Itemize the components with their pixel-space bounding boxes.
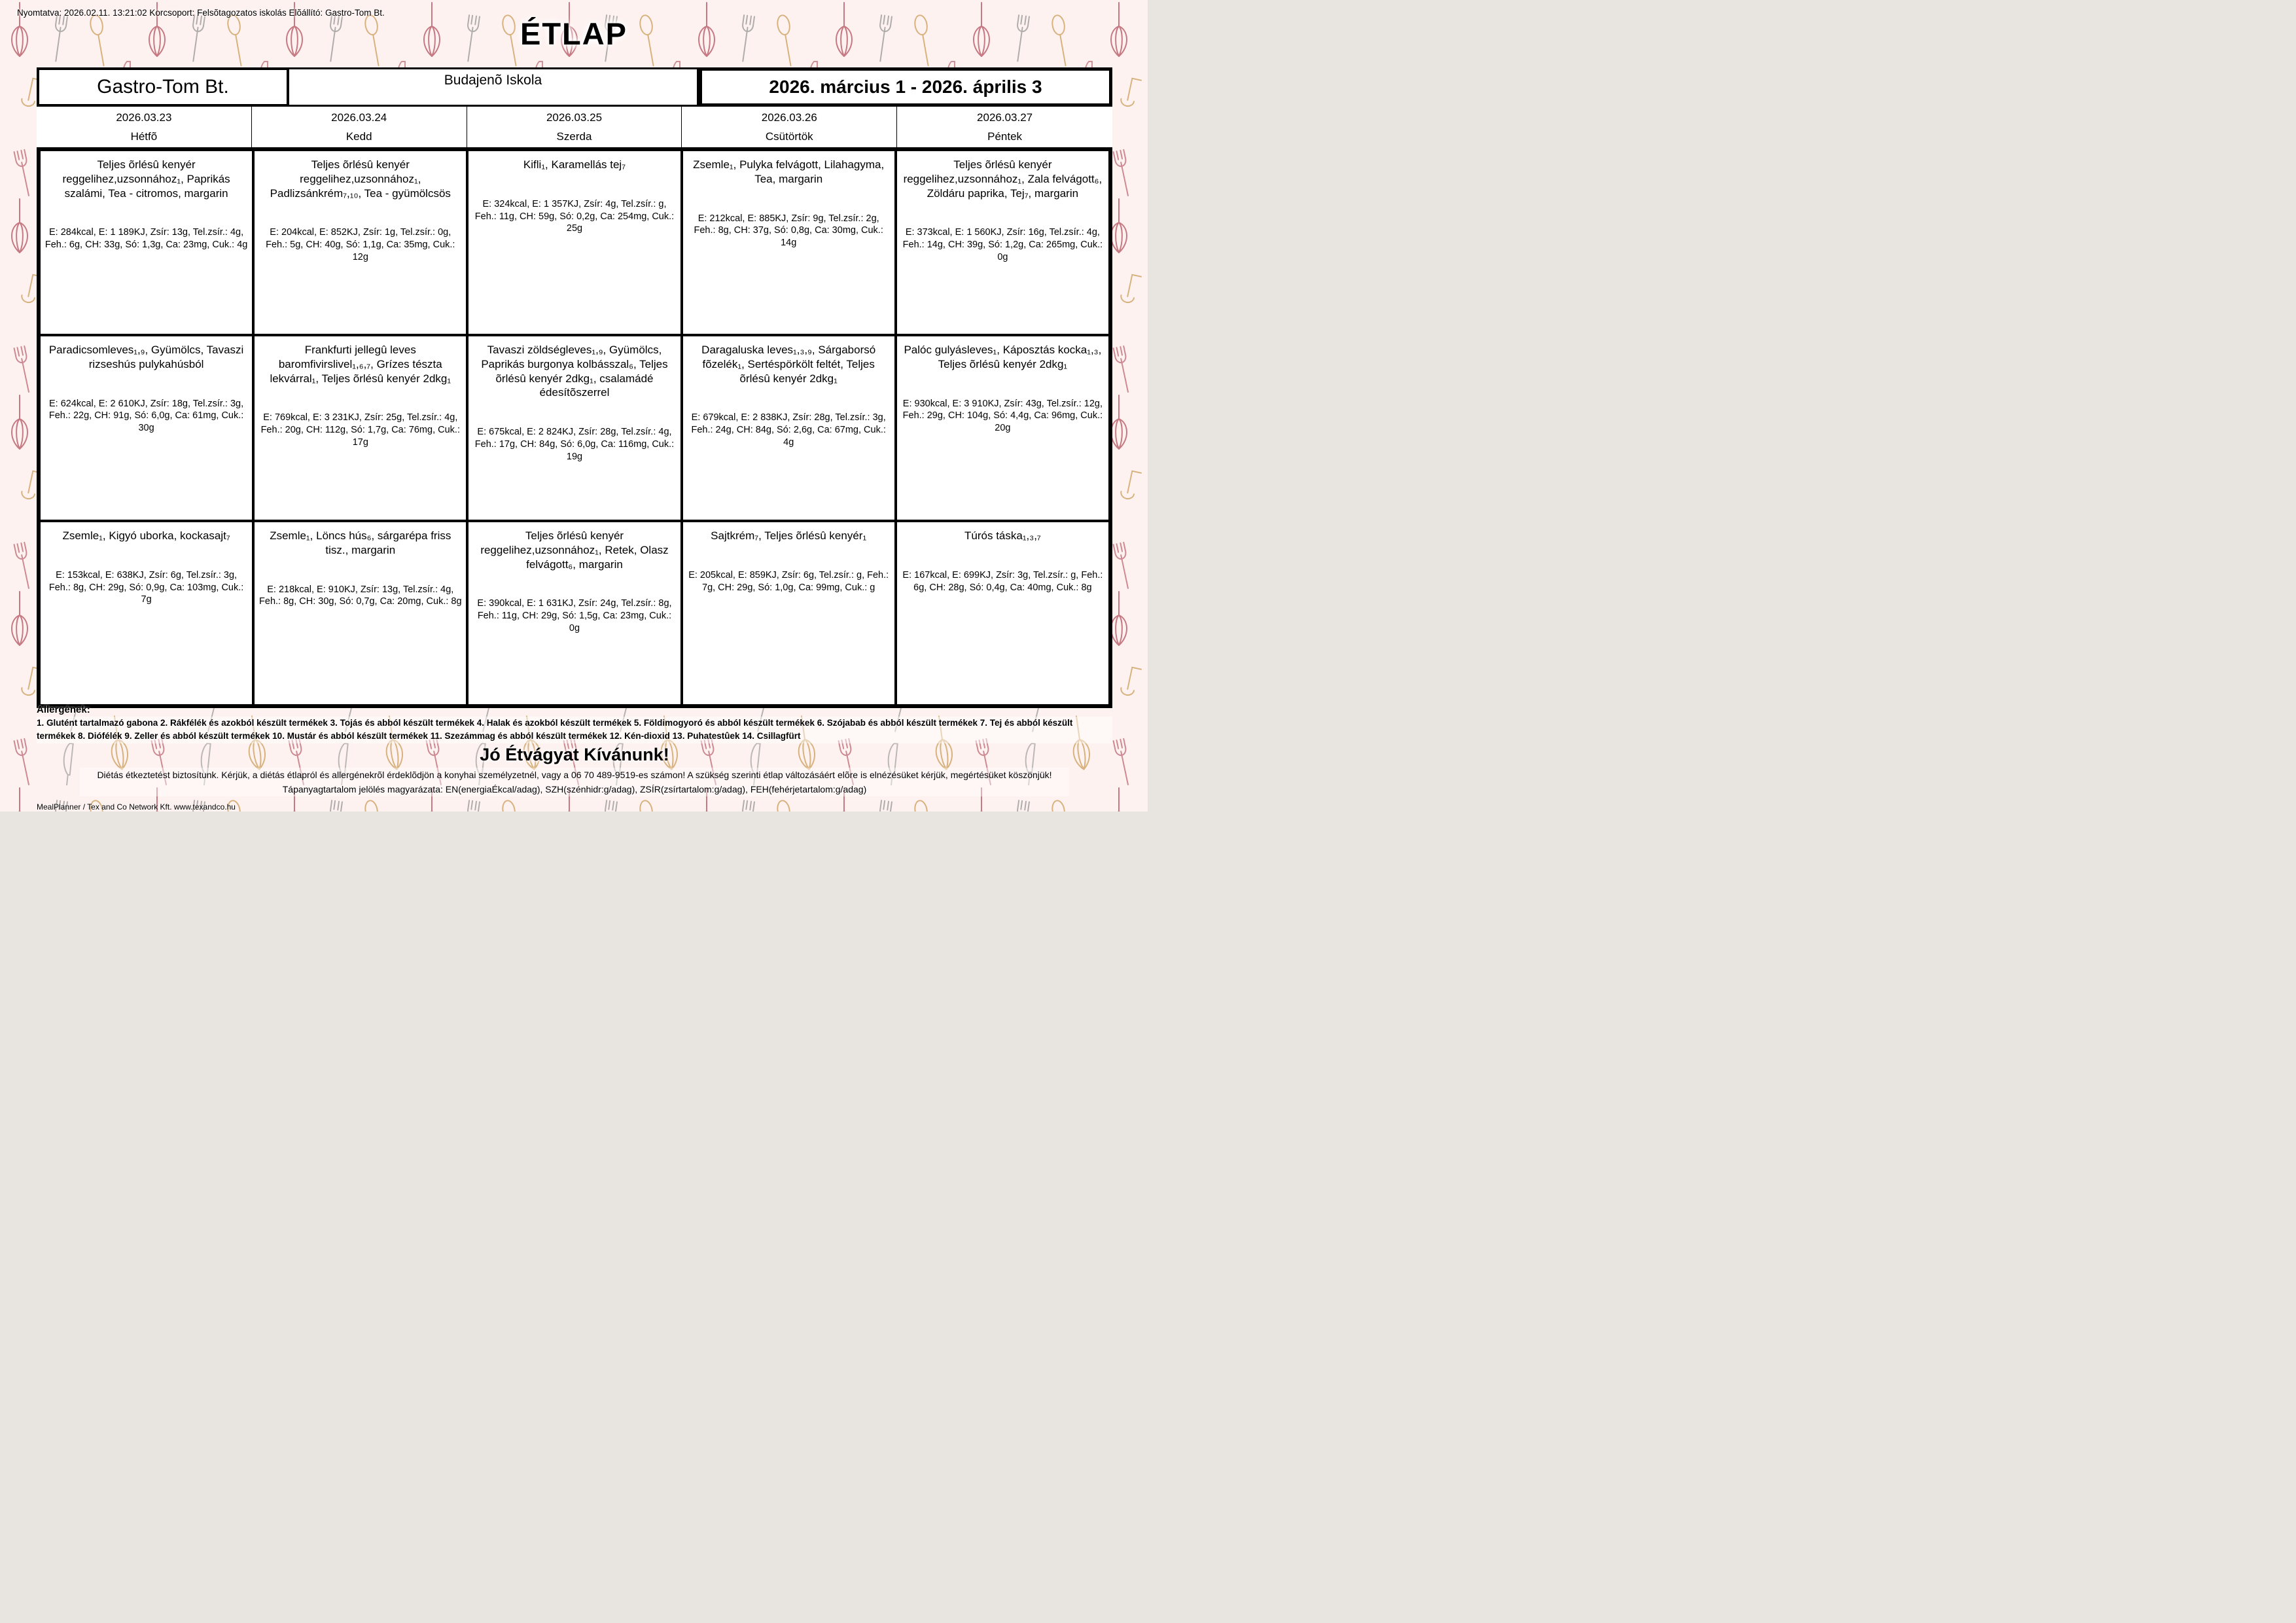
day-name: Kedd <box>345 130 372 143</box>
vendor-name: Gastro-Tom Bt. <box>37 67 289 107</box>
meal-menu: Palóc gulyásleves₁, Káposztás kocka₁,₃, Teljes õrlésû kenyér 2dkg₁ <box>904 344 1102 370</box>
meal-nutrition: E: 679kcal, E: 2 838KJ, Zsír: 28g, Tel.zsír.: 3g, Feh.: 24g, CH: 84g, Só: 2,6g, Ca: 67mg, Cuk.: 4g <box>691 412 886 448</box>
day-header-friday <box>897 107 1112 147</box>
meal-cell-monday-breakfast <box>39 150 253 335</box>
day-name: Csütörtök <box>765 130 813 143</box>
bon-appetit-text: Jó Étvágyat Kívánunk! <box>480 744 669 764</box>
day-date: 2026.03.24 <box>331 111 387 124</box>
meal-menu: Túrós táska₁,₃,₇ <box>964 529 1041 542</box>
header-row <box>37 67 1112 107</box>
print-info: Nyomtatva: 2026.02.11. 13:21:02 Korcsoport: Felsõtagozatos iskolás Elõállító: Gastro-Tom Bt. <box>17 8 385 18</box>
day-date: 2026.03.26 <box>761 111 817 124</box>
meal-menu: Teljes õrlésû kenyér reggelihez,uzsonnához₁, Zala felvágott₆, Zöldáru paprika, Tej₇, margarin <box>903 158 1103 200</box>
school-name: Budajenõ Iskola <box>289 67 699 107</box>
meal-nutrition: E: 167kcal, E: 699KJ, Zsír: 3g, Tel.zsír.: g, Feh.: 6g, CH: 28g, Só: 0,4g, Ca: 40mg, Cuk.: 8g <box>902 569 1103 593</box>
day-name: Szerda <box>556 130 592 143</box>
meal-nutrition: E: 769kcal, E: 3 231KJ, Zsír: 25g, Tel.zsír.: 4g, Feh.: 20g, CH: 112g, Só: 1,7g, Ca: 76mg, Cuk.: 17g <box>260 412 460 448</box>
meal-menu: Frankfurti jellegû leves baromfivirslivel₁,₆,₇, Grízes tészta lekvárral₁, Teljes õrlésû kenyér 2dkg₁ <box>270 344 451 385</box>
meal-cell-tuesday-breakfast <box>253 150 467 335</box>
meal-cell-wednesday-lunch <box>467 335 681 521</box>
meal-nutrition: E: 675kcal, E: 2 824KJ, Zsír: 28g, Tel.zsír.: 4g, Feh.: 17g, CH: 84g, Só: 6,0g, Ca: 116mg, Cuk.: 19g <box>474 427 675 462</box>
meal-cell-monday-snack <box>39 521 253 705</box>
meal-cell-tuesday-lunch <box>253 335 467 521</box>
meal-cell-monday-lunch <box>39 335 253 521</box>
day-header-row <box>37 107 1112 147</box>
meal-menu: Kifli₁, Karamellás tej₇ <box>523 158 626 171</box>
day-name: Péntek <box>987 130 1023 143</box>
meal-nutrition: E: 218kcal, E: 910KJ, Zsír: 13g, Tel.zsír.: 4g, Feh.: 8g, CH: 30g, Só: 0,7g, Ca: 20mg, Cuk.: 8g <box>259 584 462 607</box>
meal-plan-sheet <box>0 0 1148 812</box>
meal-nutrition: E: 153kcal, E: 638KJ, Zsír: 6g, Tel.zsír.: 3g, Feh.: 8g, CH: 29g, Só: 0,9g, Ca: 103mg, Cuk.: 7g <box>48 569 244 605</box>
meal-menu: Tavaszi zöldségleves₁,₉, Gyümölcs, Paprikás burgonya kolbásszal₆, Teljes õrlésû kenyér 2dkg₁, csalamádé édesítõszerrel <box>481 344 668 399</box>
meal-nutrition: E: 390kcal, E: 1 631KJ, Zsír: 24g, Tel.zsír.: 8g, Feh.: 11g, CH: 29g, Só: 1,5g, Ca: 23mg, Cuk.: 0g <box>477 598 672 633</box>
meal-menu: Zsemle₁, Löncs hús₆, sárgarépa friss tisz., margarin <box>270 529 451 556</box>
meal-menu: Teljes õrlésû kenyér reggelihez,uzsonnához₁, Retek, Olasz felvágott₆, margarin <box>480 529 669 571</box>
diet-info-text: Diétás étkeztetést biztosítunk. Kérjük, a diétás étlapról és allergénekrõl érdeklõdjön a konyhai személyzetnél, vagy a 06 70 489-9519-es számon! A szükség szerinti étlap változásáért elõre is elnézésüket kérjük, megértésüket köszönjük! Tápanyagtartalom jelölés magyarázata: EN(energiaÉkcal/adag), SZH(szénhidr:g/adag), ZSÍR(zsírtartalom:g/adag), FEH(fehérjetartalom:g/adag) <box>80 768 1069 797</box>
meal-cell-tuesday-snack <box>253 521 467 705</box>
software-credit: MealPlanner / Tex and Co Network Kft. www.texandco.hu <box>37 802 236 812</box>
meal-cell-friday-snack <box>896 521 1110 705</box>
meal-nutrition: E: 204kcal, E: 852KJ, Zsír: 1g, Tel.zsír.: 0g, Feh.: 5g, CH: 40g, Só: 1,1g, Ca: 35mg, Cuk.: 12g <box>266 227 455 262</box>
meal-cell-wednesday-breakfast <box>467 150 681 335</box>
day-header-thursday <box>682 107 897 147</box>
meal-menu: Teljes õrlésû kenyér reggelihez,uzsonnához₁, Paprikás szalámi, Tea - citromos, margarin <box>62 158 230 200</box>
day-date: 2026.03.27 <box>977 111 1033 124</box>
meal-cell-thursday-breakfast <box>682 150 896 335</box>
meal-menu: Teljes õrlésû kenyér reggelihez,uzsonnához₁, Padlizsánkrém₇,₁₀, Tea - gyümölcsös <box>270 158 451 200</box>
meal-cell-friday-breakfast <box>896 150 1110 335</box>
meal-grid <box>37 147 1112 708</box>
meal-cell-thursday-snack <box>682 521 896 705</box>
meal-nutrition: E: 284kcal, E: 1 189KJ, Zsír: 13g, Tel.zsír.: 4g, Feh.: 6g, CH: 33g, Só: 1,3g, Ca: 23mg, Cuk.: 4g <box>44 227 248 251</box>
meal-menu: Zsemle₁, Kigyó uborka, kockasajt₇ <box>62 529 230 542</box>
meal-menu: Sajtkrém₇, Teljes õrlésû kenyér₁ <box>711 529 867 542</box>
meal-menu: Zsemle₁, Pulyka felvágott, Lilahagyma, Tea, margarin <box>693 158 885 185</box>
allergens-title: Allergének: <box>37 704 90 715</box>
day-date: 2026.03.23 <box>116 111 172 124</box>
meal-menu: Paradicsomleves₁,₉, Gyümölcs, Tavaszi rizseshús pulykahúsból <box>48 344 244 370</box>
date-range: 2026. március 1 - 2026. április 3 <box>699 67 1112 107</box>
meal-nutrition: E: 212kcal, E: 885KJ, Zsír: 9g, Tel.zsír.: 2g, Feh.: 8g, CH: 37g, Só: 0,8g, Ca: 30mg, Cuk.: 14g <box>694 213 883 249</box>
footer-section <box>37 704 1112 812</box>
meal-cell-friday-lunch <box>896 335 1110 521</box>
day-header-wednesday <box>467 107 682 147</box>
meal-nutrition: E: 624kcal, E: 2 610KJ, Zsír: 18g, Tel.zsír.: 3g, Feh.: 22g, CH: 91g, Só: 6,0g, Ca: 61mg, Cuk.: 30g <box>48 398 244 434</box>
menu-document <box>37 67 1112 708</box>
meal-nutrition: E: 373kcal, E: 1 560KJ, Zsír: 16g, Tel.zsír.: 4g, Feh.: 14g, CH: 39g, Só: 1,2g, Ca: 265mg, Cuk.: 0g <box>902 227 1103 262</box>
page-title: ÉTLAP <box>520 16 628 51</box>
meal-nutrition: E: 930kcal, E: 3 910KJ, Zsír: 43g, Tel.zsír.: 12g, Feh.: 29g, CH: 104g, Só: 4,4g, Ca: 96mg, Cuk.: 20g <box>902 398 1103 434</box>
day-date: 2026.03.25 <box>546 111 603 124</box>
meal-nutrition: E: 324kcal, E: 1 357KJ, Zsír: 4g, Tel.zsír.: g, Feh.: 11g, CH: 59g, Só: 0,2g, Ca: 254mg, Cuk.: 25g <box>474 198 675 234</box>
meal-cell-thursday-lunch <box>682 335 896 521</box>
day-name: Hétfõ <box>130 130 158 143</box>
allergens-list: 1. Glutént tartalmazó gabona 2. Rákfélék és azokból készült termékek 3. Tojás és abból készült termékek 4. Halak és azokból készült termékek 5. Földimogyoró és abból készült termékek 6. Szójabab és abból készült termékek 7. Tej és abból készült termékek 8. Diófélék 9. Zeller és abból készült termékek 10. Mustár és abból készült termékek 11. Szezámmag és abból készült termékek 12. Kén-dioxid 13. Puhatestûek 14. Csillagfürt <box>37 717 1112 743</box>
meal-cell-wednesday-snack <box>467 521 681 705</box>
meal-nutrition: E: 205kcal, E: 859KJ, Zsír: 6g, Tel.zsír.: g, Feh.: 7g, CH: 29g, Só: 1,0g, Ca: 99mg, Cuk.: g <box>688 569 889 593</box>
meal-menu: Daragaluska leves₁,₃,₉, Sárgaborsó fõzelék₁, Sertéspörkölt feltét, Teljes õrlésû kenyér 2dkg₁ <box>701 344 876 385</box>
day-header-tuesday <box>252 107 467 147</box>
day-header-monday <box>37 107 252 147</box>
